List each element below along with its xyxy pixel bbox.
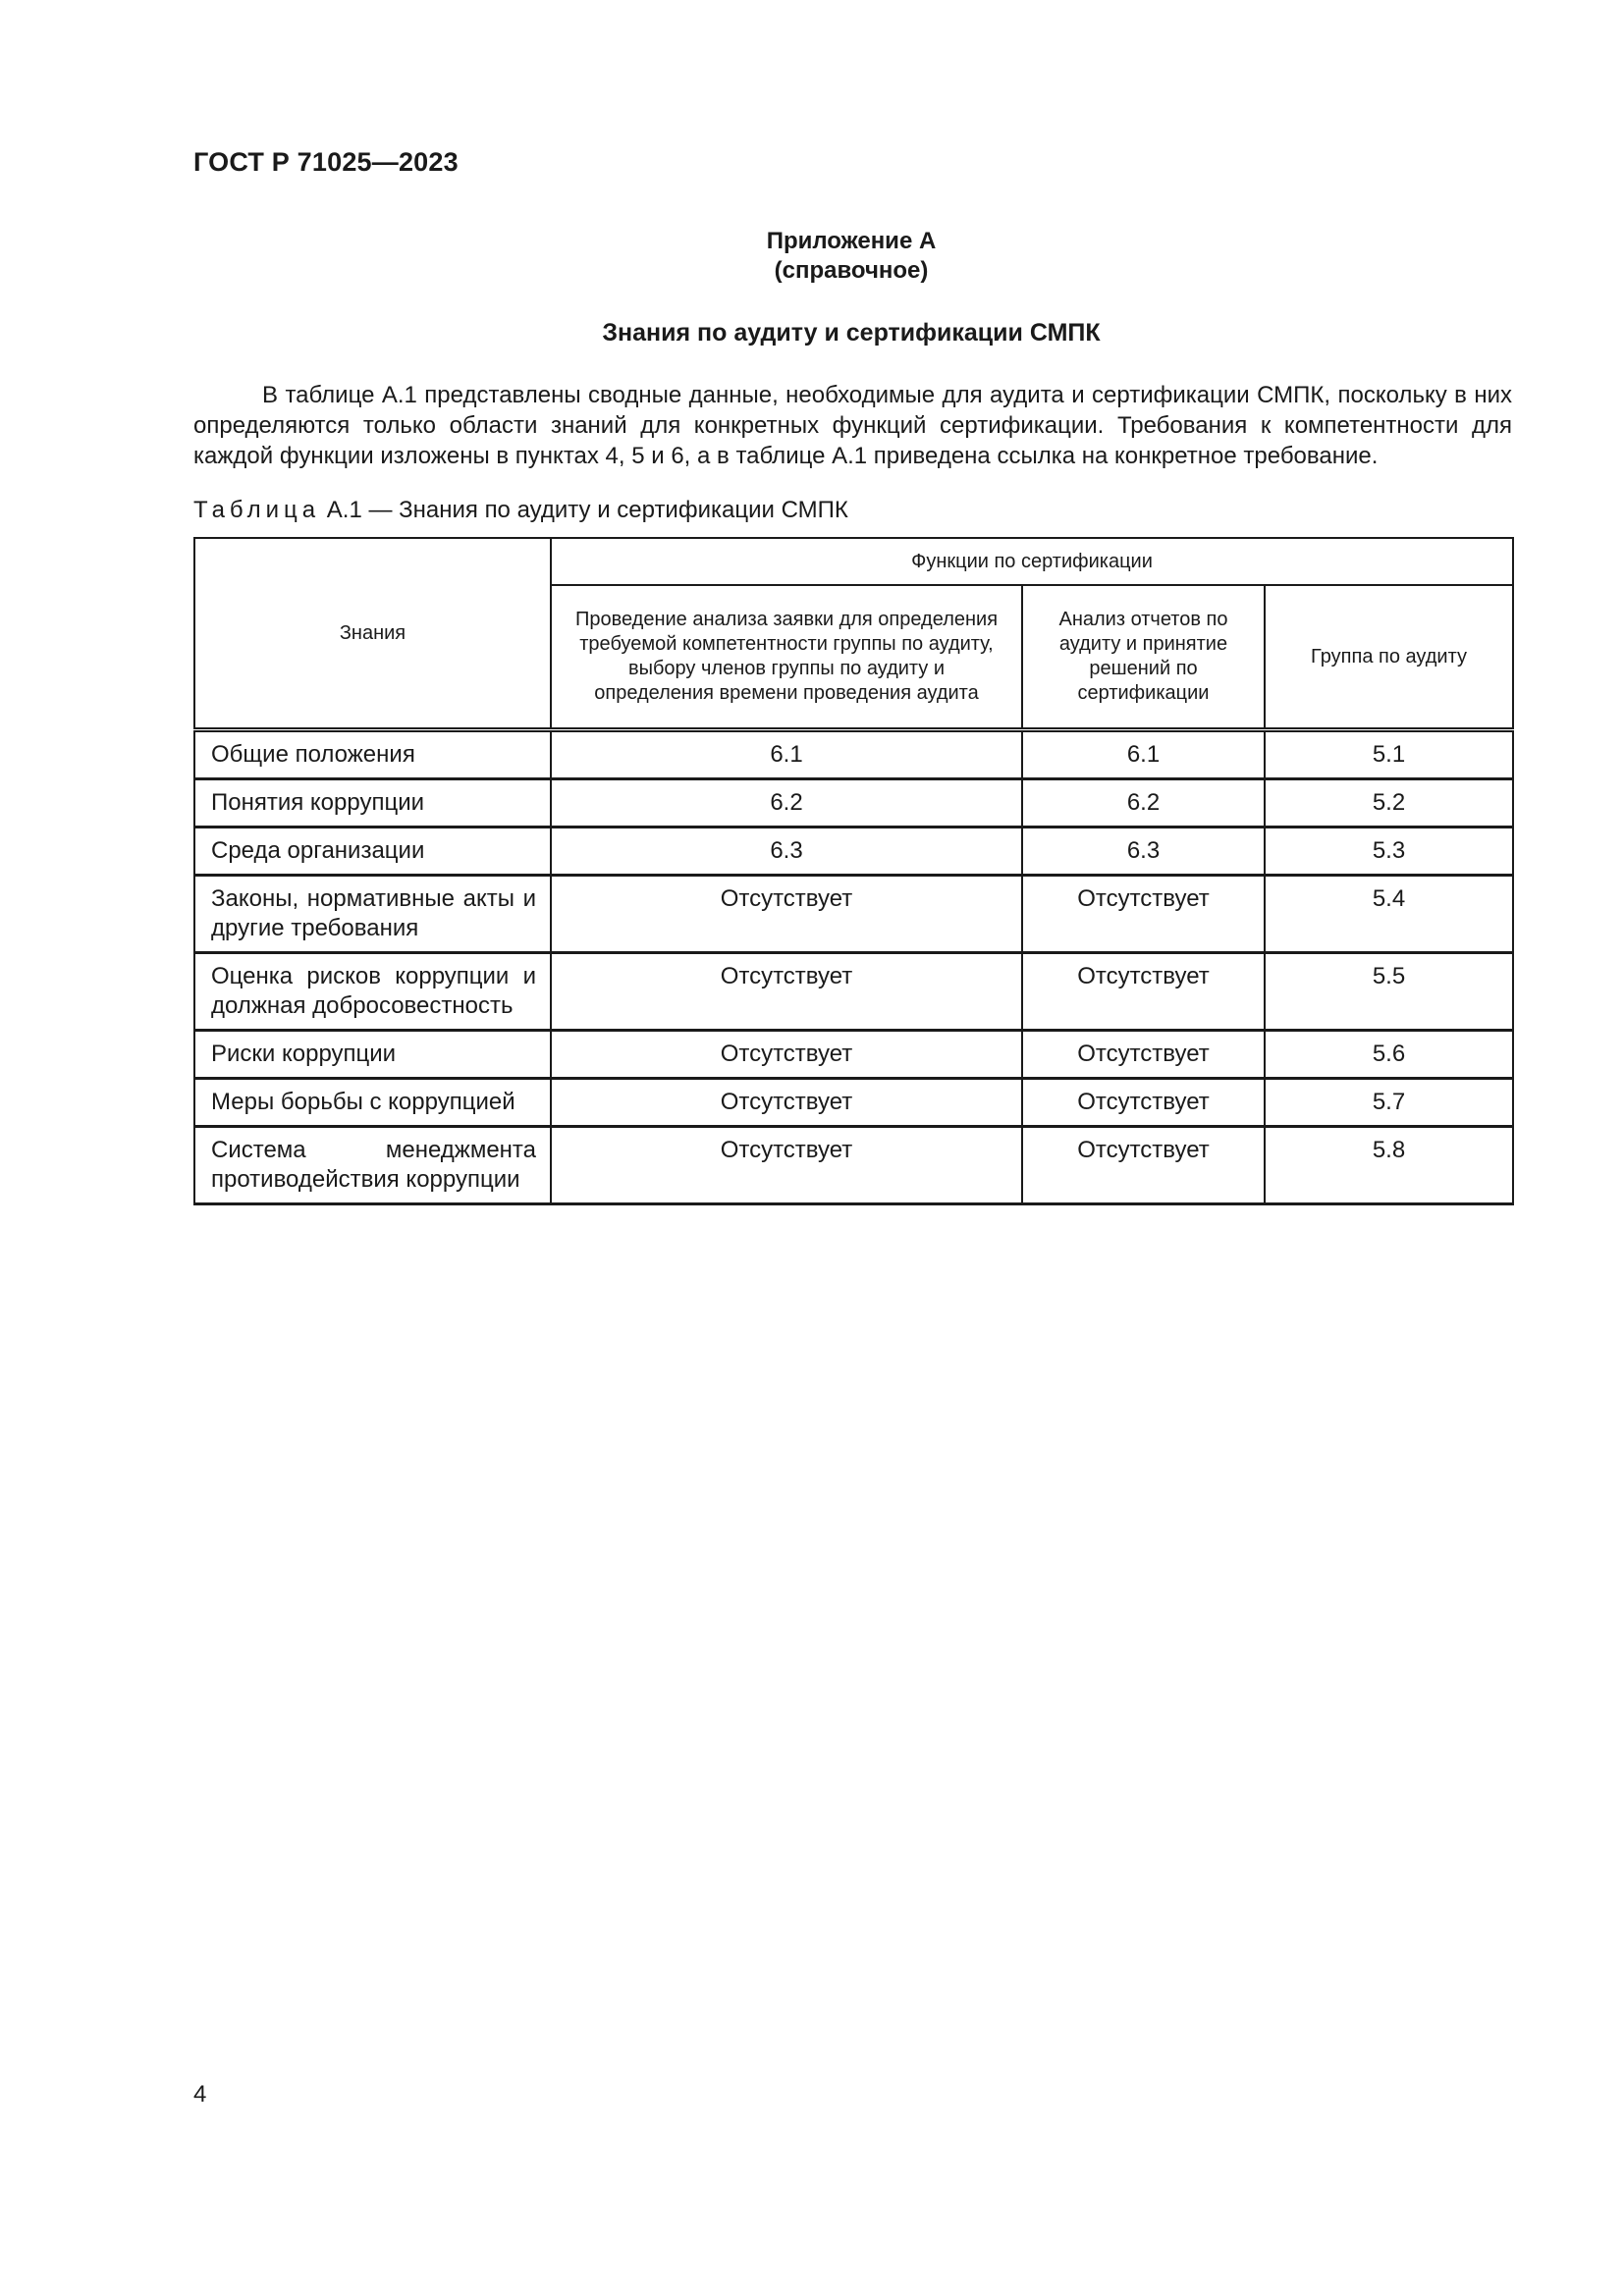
knowledge-area-cell: Риски коррупции	[194, 1031, 551, 1079]
audit-team-ref-cell: 5.2	[1265, 779, 1513, 828]
application-review-ref-cell: Отсутствует	[551, 876, 1022, 953]
knowledge-table	[193, 537, 1514, 1205]
table-caption-text: А.1 — Знания по аудиту и сертификации СМПК	[326, 497, 848, 523]
report-review-ref-cell: Отсутствует	[1022, 1031, 1265, 1079]
application-review-ref-cell: 6.2	[551, 779, 1022, 828]
application-review-ref-cell: Отсутствует	[551, 1079, 1022, 1127]
knowledge-area-cell: Общие положения	[194, 730, 551, 779]
appendix-subtitle: (справочное)	[774, 257, 929, 284]
knowledge-area-cell: Система менеджмента противодействия коррупции	[194, 1127, 551, 1204]
header-report-review: Анализ отчетов по аудиту и принятие решений по сертификации	[1022, 585, 1265, 730]
table-row	[194, 953, 1513, 1031]
audit-team-ref-cell: 5.7	[1265, 1079, 1513, 1127]
knowledge-area-cell: Меры борьбы с коррупцией	[194, 1079, 551, 1127]
knowledge-area-cell: Понятия коррупции	[194, 779, 551, 828]
table-body	[194, 730, 1513, 1204]
appendix-title: Приложение А	[766, 228, 937, 254]
table-row	[194, 779, 1513, 828]
header-application-review: Проведение анализа заявки для определения требуемой компетентности группы по аудиту, выбору членов группы по аудиту и определения времени проведения аудита	[551, 585, 1022, 730]
page-number: 4	[193, 2081, 207, 2108]
application-review-ref-cell: 6.3	[551, 828, 1022, 876]
section-title: Знания по аудиту и сертификации СМПК	[602, 319, 1101, 347]
table-row	[194, 1079, 1513, 1127]
table-caption	[193, 497, 848, 524]
knowledge-area-cell: Оценка рисков коррупции и должная добросовестность	[194, 953, 551, 1031]
intro-paragraph: В таблице А.1 представлены сводные данные, необходимые для аудита и сертификации СМПК, поскольку в них определяются только области знаний для конкретных функций сертификации. Требования к компетентности для каждой функции изложены в пунктах 4, 5 и 6, а в таблице А.1 приведена ссылка на конкретное требование.	[193, 382, 1512, 469]
audit-team-ref-cell: 5.6	[1265, 1031, 1513, 1079]
header-audit-team: Группа по аудиту	[1265, 585, 1513, 730]
application-review-ref-cell: 6.1	[551, 730, 1022, 779]
audit-team-ref-cell: 5.8	[1265, 1127, 1513, 1204]
application-review-ref-cell: Отсутствует	[551, 953, 1022, 1031]
header-certification-functions: Функции по сертификации	[551, 538, 1513, 585]
audit-team-ref-cell: 5.4	[1265, 876, 1513, 953]
standard-designation: ГОСТ Р 71025—2023	[193, 147, 459, 177]
audit-team-ref-cell: 5.3	[1265, 828, 1513, 876]
audit-team-ref-cell: 5.5	[1265, 953, 1513, 1031]
header-knowledge: Знания	[194, 538, 551, 730]
application-review-ref-cell: Отсутствует	[551, 1031, 1022, 1079]
knowledge-area-cell: Законы, нормативные акты и другие требования	[194, 876, 551, 953]
knowledge-area-cell: Среда организации	[194, 828, 551, 876]
table-row	[194, 730, 1513, 779]
report-review-ref-cell: 6.1	[1022, 730, 1265, 779]
table-head	[194, 538, 1513, 730]
table-row	[194, 876, 1513, 953]
table-caption-prefix: Таблица	[193, 497, 321, 523]
report-review-ref-cell: Отсутствует	[1022, 953, 1265, 1031]
report-review-ref-cell: 6.2	[1022, 779, 1265, 828]
report-review-ref-cell: 6.3	[1022, 828, 1265, 876]
application-review-ref-cell: Отсутствует	[551, 1127, 1022, 1204]
report-review-ref-cell: Отсутствует	[1022, 876, 1265, 953]
audit-team-ref-cell: 5.1	[1265, 730, 1513, 779]
report-review-ref-cell: Отсутствует	[1022, 1127, 1265, 1204]
table-row	[194, 828, 1513, 876]
table-header-row	[194, 538, 1513, 585]
table-row	[194, 1127, 1513, 1204]
table-row	[194, 1031, 1513, 1079]
report-review-ref-cell: Отсутствует	[1022, 1079, 1265, 1127]
